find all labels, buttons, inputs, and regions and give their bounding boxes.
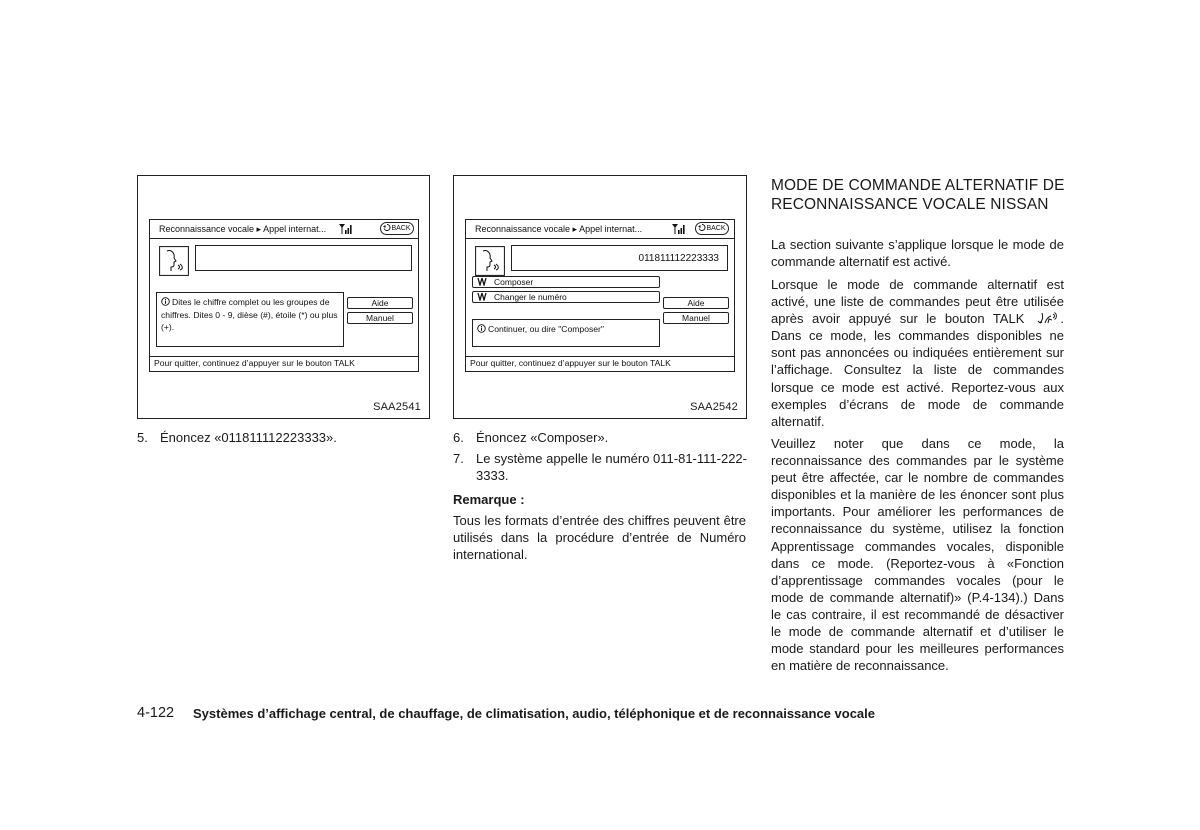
screen-footer: Pour quitter, continuez d’appuyer sur le bouton TALK xyxy=(466,356,734,371)
screen-header xyxy=(150,220,418,239)
voice-command-icon xyxy=(477,277,488,286)
screen-header xyxy=(466,220,734,239)
manual-button[interactable]: Manuel xyxy=(663,312,729,324)
remark-heading: Remarque : xyxy=(453,492,525,507)
voice-speaker-icon xyxy=(159,246,189,276)
figure-code: SAA2541 xyxy=(373,401,421,413)
number-display: 011811112223333 xyxy=(511,245,728,271)
number-display xyxy=(195,245,412,271)
section-paragraph-1: La section suivante s’applique lorsque le mode de commande alternatif est activé. xyxy=(771,237,1064,270)
voice-recognition-screen xyxy=(149,219,419,372)
section-paragraph-2: Lorsque le mode de commande alternatif est activé, une liste de commandes peut être utilisée après avoir appuyé sur le bouton TALK . Dans ce mode, les commandes disponibles ne sont pas annoncées ou indiquées entièrement sur l’affichage. Consultez la liste de commandes lorsque ce mode est activé. Reportez-vous aux exemples d’écrans de mode de commande alternatif. xyxy=(771,277,1064,429)
command-change-number-button[interactable]: Changer le numéro xyxy=(472,291,660,303)
voice-command-icon xyxy=(477,292,488,301)
command-composer-button[interactable]: Composer xyxy=(472,276,660,288)
instruction-box xyxy=(472,319,660,347)
instruction-text: Continuer, ou dire "Composer" xyxy=(488,324,604,334)
voice-speaker-icon xyxy=(475,246,505,276)
screen-header-title: Reconnaissance vocale ▸ Appel internat... xyxy=(475,224,643,234)
screen-footer: Pour quitter, continuez d’appuyer sur le bouton TALK xyxy=(150,356,418,371)
chapter-title: Systèmes d’affichage central, de chauffage, de climatisation, audio, téléphonique et de reconnaissance vocale xyxy=(193,706,875,721)
back-button[interactable]: BACK xyxy=(380,222,414,235)
section-paragraph-3: Veuillez noter que dans ce mode, la reconnaissance des commandes par le système peut être affectée, car le nombre de commandes disponibles et la manière de les énoncer sont plus importants. Pour améliorer les performances de reconnaissance du système, utilisez la fonction Apprentissage commandes vocales, disponible dans ce mode. (Reportez-vous à «Fonction d’apprentissage commandes vocales (pour le mode de commande alternatif)» (P.4-134).) Dans le cas contraire, il est recommandé de désactiver le mode de commande alternatif et d’utiliser le mode standard pour les meilleures performances en matière de reconnaissance. xyxy=(771,436,1064,674)
instruction-text: Dites le chiffre complet ou les groupes de chiffres. Dites 0 - 9, dièse (#), étoile (*) ou plus (+). xyxy=(161,297,338,332)
instruction-box xyxy=(156,292,344,347)
voice-recognition-screen xyxy=(465,219,735,372)
section-title: MODE DE COMMANDE ALTERNATIF DE RECONNAISSANCE VOCALE NISSAN xyxy=(771,177,1065,213)
figure-saa2541 xyxy=(137,175,430,419)
info-circle-icon xyxy=(161,297,170,306)
signal-strength-icon xyxy=(672,223,686,235)
help-button[interactable]: Aide xyxy=(663,297,729,309)
talk-button-icon xyxy=(1034,311,1058,325)
help-button[interactable]: Aide xyxy=(347,297,413,309)
info-circle-icon xyxy=(477,324,486,333)
remark-text: Tous les formats d’entrée des chiffres peuvent être utilisés dans la procédure d’entrée de Numéro international. xyxy=(453,513,746,563)
manual-button[interactable]: Manuel xyxy=(347,312,413,324)
back-button[interactable]: BACK xyxy=(695,222,729,235)
figure-code: SAA2542 xyxy=(690,401,738,413)
figure-saa2542 xyxy=(453,175,747,419)
page-number: 4-122 xyxy=(137,705,175,721)
signal-strength-icon xyxy=(339,223,353,235)
screen-header-title: Reconnaissance vocale ▸ Appel internat... xyxy=(159,224,327,234)
